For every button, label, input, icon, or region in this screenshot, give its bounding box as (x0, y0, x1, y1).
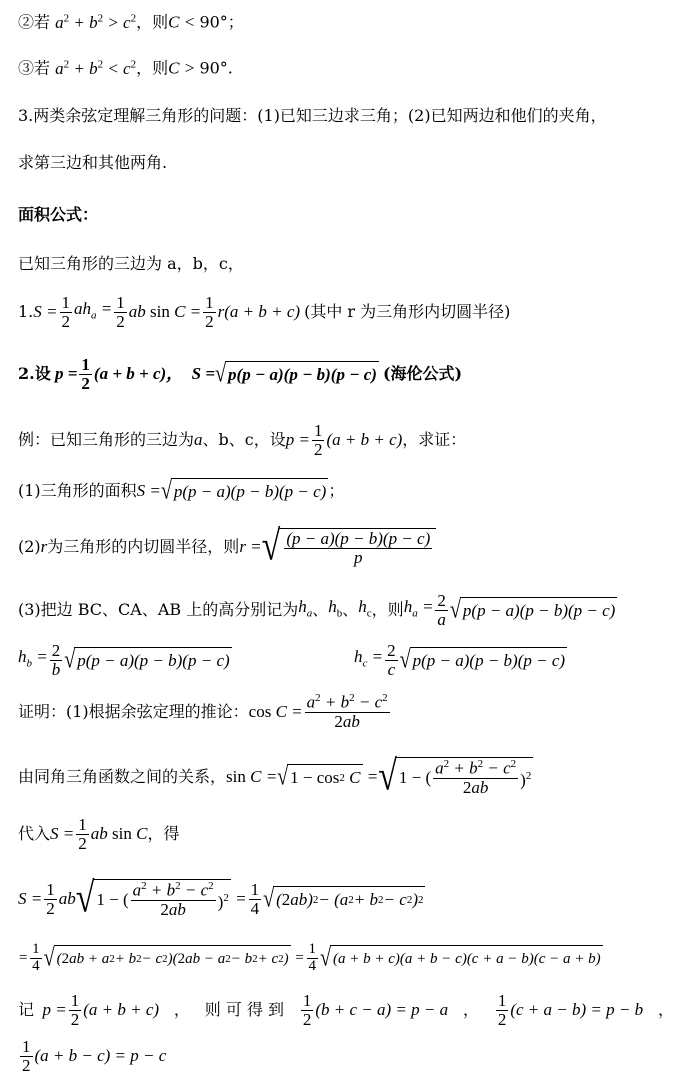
section-heading: 面积公式： (18, 205, 99, 224)
heron-formula: 2.设 p = $\frac{1}{2}$ (a + b + c)， S = √ p(p − a)(p − b)(p − c) (海伦公式) (18, 354, 463, 393)
condition-obtuse: ③若 $a^2 + b^2 < c^2$，则C > 90°. (18, 58, 233, 78)
sine-relation: 由同角三角函数之间的关系， sin C = √ 1 − cos 2 C = √ 1 − ( $\frac{a^2 + b^2 - c^2}{2ab}$ )$^2$ (18, 753, 532, 800)
example-statement: 例：已知三角形的三边为 a 、b、c，设 p = $\frac{1}{2}$ (a + b + c) ，求证： (18, 420, 467, 459)
given-sides: 已知三角形的三边为 a，b，c， (18, 254, 244, 273)
cosine-law-problems-cont: 求第三边和其他两角. (18, 153, 168, 172)
heights-hc: $h_c$ = $\frac{2}{c}$ √ p(p − a)(p − b)(p − c) (354, 640, 566, 679)
cosine-law-problems: 3.两类余弦定理解三角形的问题：(1)已知三边求三角；(2)已知两边和他们的夹角， (18, 106, 607, 125)
prove-inradius: (2) r 为三角形的内切圆半径，则 r = √ $\frac{(p - a)(p - b)(p - c)}{p}$ (18, 522, 436, 572)
derivation-step-1: S = $\frac{1}{2}$ ab √ 1 − ( $\frac{a^2 + b^2 - c^2}{2ab}$ )$^2$ = $\frac{1}{4}$ √ ( 2 ab) 2 − (a 2 + b 2 − c 2 ) 2 (18, 875, 424, 922)
heights-hb: $h_b$ = $\frac{2}{b}$ √ p(p − a)(p − b)(p − c) (18, 640, 230, 679)
area-formula-1: 1. S = $\frac{1}{2}$ $ah_a$ = $\frac{1}{2}$ ab sin C = $\frac{1}{2}$ r(a + b + c) (其中 r 为三角形内切圆半径) (18, 292, 511, 331)
define-p: 记 p = $\frac{1}{2}$ (a + b + c) ， 则 可 得 到 $\frac{1}{2}$ (b + c − a) = p − a ， $\frac{1}{2}$ (c + a − b) = p − b ， (18, 990, 674, 1029)
derivation-step-2: = $\frac{1}{4}$ √ ( 2 ab + a 2 + b 2 − c 2 )( 2 ab − a 2 − b 2 + c 2 ) = $\frac{1}{4}$ √ (a + b + c)(a + b − c)(c + a − b)(c − a + b) (18, 940, 601, 974)
define-p-c: $\frac{1}{2}$ (a + b − c) = p − c (22, 1036, 167, 1075)
proof-cosine: 证明：(1)根据余弦定理的推论： cos C = $\frac{a^2 + b^2 - c^2}{2ab}$ (18, 692, 388, 731)
substitute-area: 代入 S = $\frac{1}{2}$ ab sin C ，得 (18, 814, 180, 853)
prove-heights: (3)把边 BC、CA、AB 上的高分别记为 $h_a$ 、 $h_b$ 、 $h_c$ ，则 $h_a$ = $\frac{2}{a}$ √ p(p − a)(p − b)(p − c) (18, 590, 616, 629)
prove-area: (1)三角形的面积 S = √ p(p − a)(p − b)(p − c) ； (18, 477, 345, 505)
condition-acute: ②若 $a^2 + b^2 > c^2$，则C < 90°； (18, 12, 244, 32)
